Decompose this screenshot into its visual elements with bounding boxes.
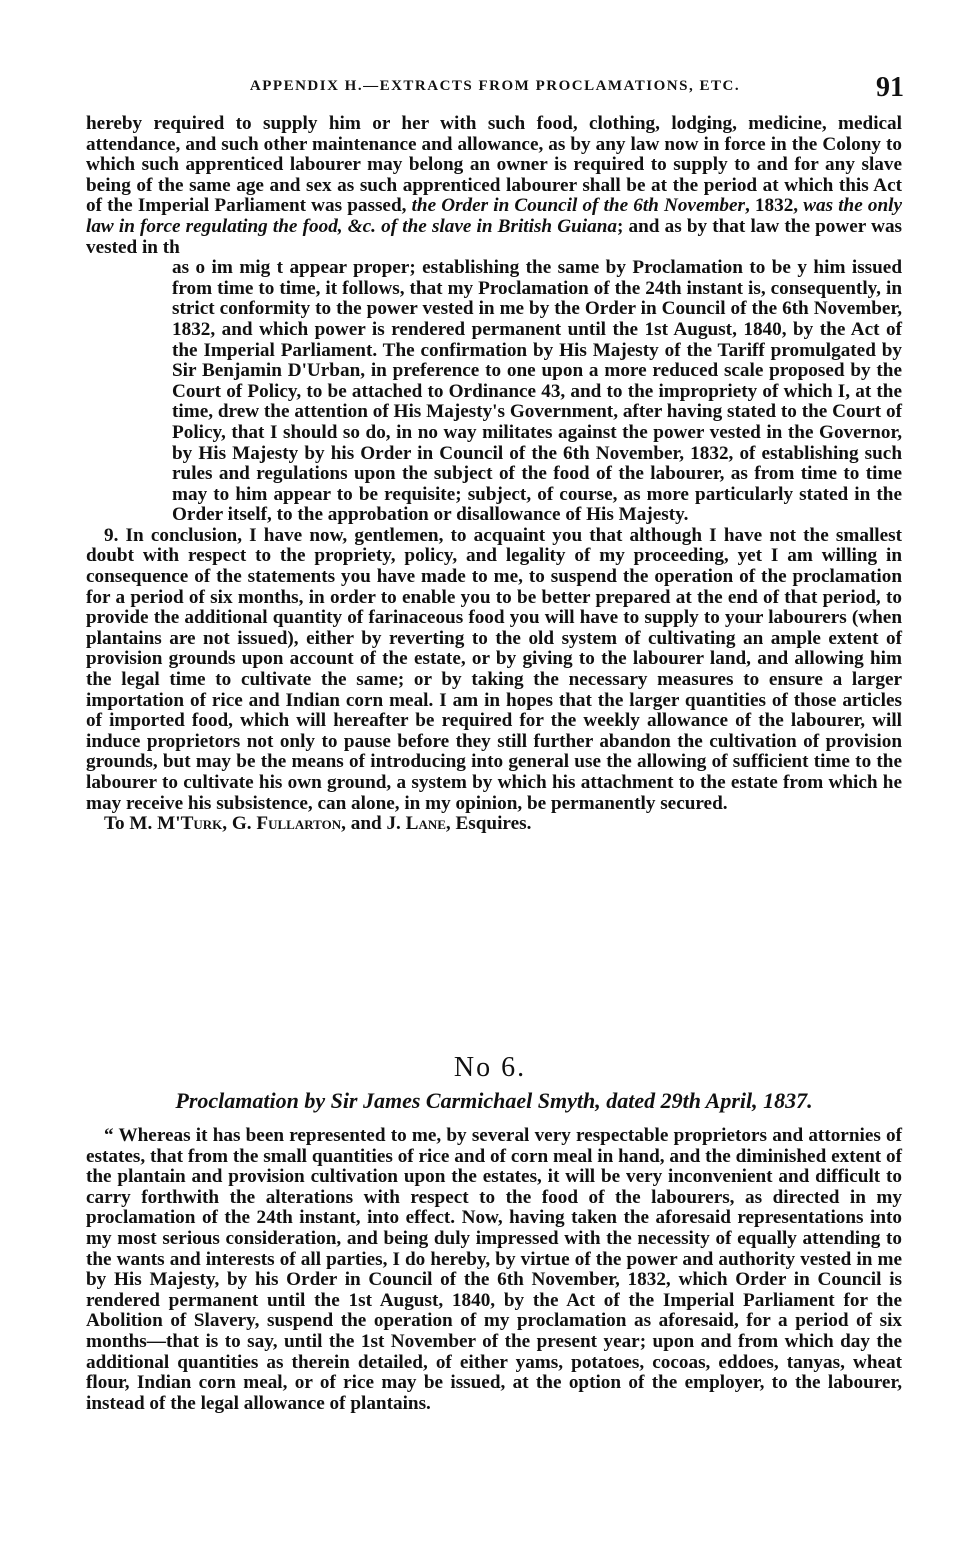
page-number: 91 [876, 72, 904, 103]
paragraph-1b [86, 258, 902, 526]
paragraph-1a [86, 114, 902, 258]
address-prefix: To M. [104, 813, 158, 835]
address-name-fullarton: Fullarton [256, 813, 342, 835]
section-number: No 6. [453, 1052, 527, 1083]
paragraph-continuation [86, 114, 902, 835]
proclamation-paragraph: “ Whereas it has been represented to me, by several very respectable proprietors and attornies of estates, that from the small quantities of rice and of corn meal in hand, and the diminished extent of the plantain and provision cultivation upon the estates, it will be very inconvenient and difficult to carry forthwith the alterations with respect to the food of the labourers, as directed in my proclamation of the 24th instant, into effect. Now, having taken the aforesaid representations into my most serious consideration, and being duly impressed with the necessity of equally attending to the wants and interests of all parties, I do hereby, by virtue of the power and authority vested in me by His Majesty, by his Order in Council of the 6th November, 1832, which Order in Council is rendered permanent until the 1st August, 1840, by the Act of the Imperial Parliament for the Abolition of Slavery, suspend the operation of my proclamation as aforesaid, for a period of six months—that is to say, until the 1st November of the present year; upon and from which day the additional quantities as therein detailed, of either yams, potatoes, cocoas, eddoes, tanyas, wheat flour, Indian corn meal, or of rice may be issued, at the option of the employer, to the labourer, instead of the legal allowance of plantains. [86, 1125, 902, 1414]
address-name-mturk: M'Turk [157, 813, 223, 835]
paragraph-1a-end: ; and as by that law the power was vested in th [86, 215, 903, 258]
section-title: Proclamation by Sir James Carmichael Smyth, dated 29th April, 1837. [175, 1088, 813, 1113]
page-header [86, 74, 904, 104]
address-name-lane: Lane [405, 813, 446, 835]
italic-order-in-council: the Order in Council of the 6th November [411, 195, 745, 217]
address-sep-2: , and J. [341, 813, 406, 835]
paragraph-1a-text: hereby required to supply him or her with such food, clothing, lodging, medicine, medical attendance, and such other maintenance and allowance, as by any law now in force in the Colony to which such apprenticed labourer may belong an owner is required to supply to and for any slave being of the same age and sex as such apprenticed labourer shall be at the period at which this Act of the Imperial Parliament was passed, [86, 113, 902, 217]
paragraph-1b-text: as o im mig t appear proper; establishing the same by Proclamation to be y him issued from time to time, it follows, that my Proclamation of the 24th instant is, consequently, in strict conformity to the power vested in me by the Order in Council of the 6th November, 1832, and which power is rendered permanent until the 1st August, 1840, by the Act of the Imperial Parliament. The confirmation by His Majesty of the Tariff promulgated by Sir Benjamin D'Urban, in preference to one upon a more reduced scale proposed by the Court of Policy, to be attached to Ordinance 43, and to the impropriety of which I, at the time, drew the attention of His Majesty's Government, after having stated to the Court of Policy, that I should so do, in no way militates against the power vested in the Governor, by His Majesty by his Order in Council of the 6th November, 1832, of establishing such rules and regulations upon the subject of the food of the labourer, as from time to time may to him appear to be requisite; subject, of course, as more particularly stated in the Order itself, to the approbation or disallowance of His Majesty. [172, 257, 902, 526]
paragraph-1a-mid: , 1832, [744, 195, 804, 217]
address-line [86, 814, 902, 835]
italic-only-law: was the only law in force regulating the food, &c. of the slave in British Guiana [86, 195, 902, 237]
address-suffix: , Esquires. [445, 813, 532, 835]
proclamation-text [86, 1126, 902, 1414]
paragraph-2: 9. In conclusion, I have now, gentlemen, to acquaint you that although I have not the smallest doubt with respect to the propriety, policy, and legality of my proceeding, yet I am willing in consequence of the statements you have made to me, to suspend the operation of the proclamation for a period of six months, in order to enable you to be better prepared at the end of that period, to provide the additional quantity of farinaceous food you will have to supply to your labourers (when plantains are not issued), either by reverting to the old system of cultivating an ample extent of provision grounds upon account of the estate, or by giving to the labourer land, and allowing him the legal time to cultivate the same; or by taking the necessary measures to ensure a larger importation of rice and Indian corn meal. I am in hopes that the larger quantities of those articles of imported food, which will hereafter be required for the weekly allowance of the labourer, will induce proprietors not only to pause before they still further abandon the cultivation of provision grounds, but may be the means of introducing into general use the allowing of sufficient time to the labourer to cultivate his own ground, a system by which his attachment to the estate from which he may receive his subsistence, can alone, in my opinion, be permanently secured. [86, 524, 902, 814]
address-sep-1: , G. [222, 813, 257, 835]
running-head: APPENDIX H.—EXTRACTS FROM PROCLAMATIONS, ETC. [249, 78, 741, 94]
